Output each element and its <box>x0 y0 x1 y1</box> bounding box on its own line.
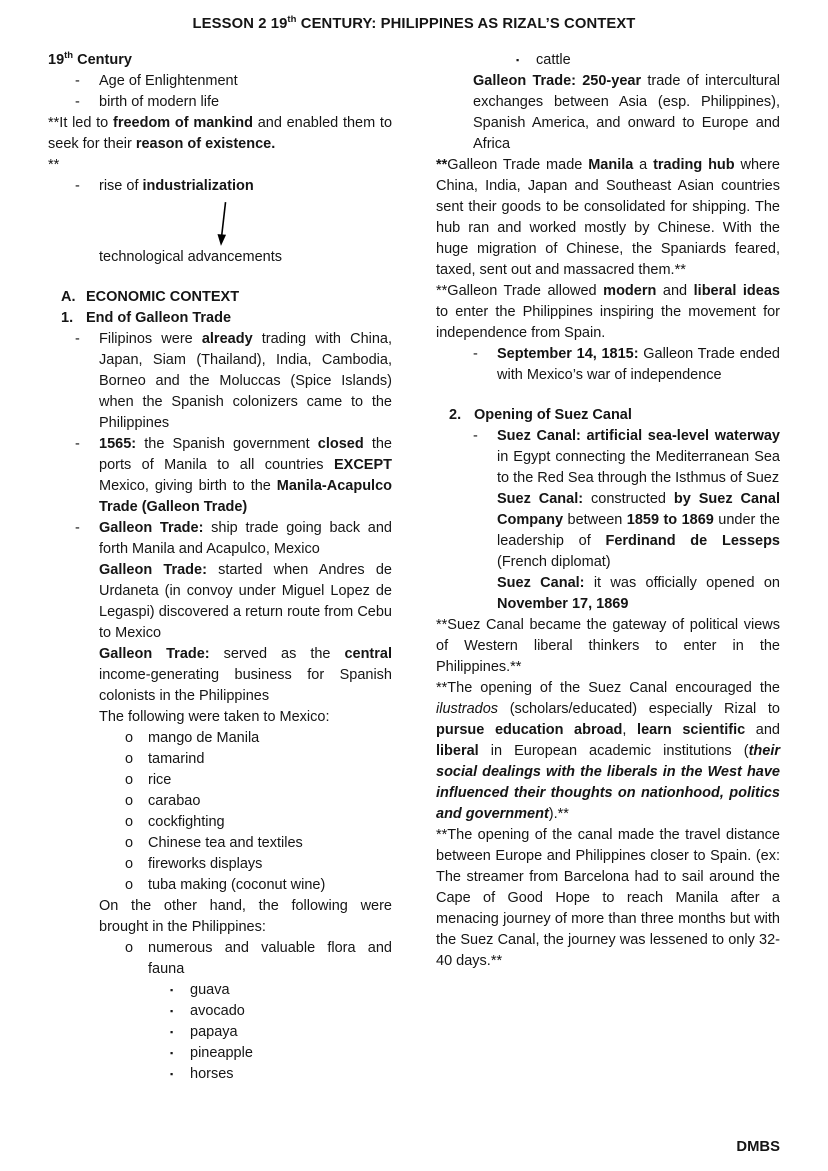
text-run: (French diplomat) <box>497 554 611 570</box>
text-run: Galleon Trade: 250-year <box>473 73 642 89</box>
text-run: their social dealings with the liberals in the West have influenced their thoughts on nationhood, politics and government <box>436 743 780 822</box>
item-text <box>99 518 392 560</box>
text-run: it was officially opened on <box>584 575 780 591</box>
list-item <box>75 176 392 197</box>
paragraph <box>436 825 780 972</box>
dash-bullet: - <box>75 331 80 347</box>
text-run: learn scientific <box>637 722 746 738</box>
text-run: 1565: <box>99 436 137 452</box>
item-text <box>190 1043 392 1064</box>
item-text <box>536 50 780 71</box>
title-text-post: CENTURY: PHILIPPINES AS RIZAL’S CONTEXT <box>296 16 636 32</box>
text-run: served as the <box>209 646 345 662</box>
paragraph <box>497 573 780 615</box>
text-run: Manila <box>588 157 634 173</box>
list-item <box>516 50 780 71</box>
text-run: Galleon Trade: <box>99 562 207 578</box>
text-run: ).** <box>548 806 569 822</box>
text-run: trade of intercultural exchanges between Asia (esp. Philippines), Spanish America, and onward to Europe and Africa <box>473 73 780 152</box>
list-item <box>75 434 392 518</box>
item-text <box>474 405 780 426</box>
text-run: liberal <box>436 743 479 759</box>
item-text <box>99 434 392 518</box>
item-text <box>148 770 392 791</box>
square-bullet: ▪ <box>170 1069 174 1079</box>
paragraph <box>99 707 392 728</box>
right-column <box>436 50 780 972</box>
text-run: and <box>656 283 694 299</box>
circle-bullet: o <box>125 814 134 830</box>
text-run: mango de Manila <box>148 730 260 746</box>
text-run: already <box>201 331 253 347</box>
text-run: cattle <box>536 52 571 68</box>
text-run: Age of Enlightenment <box>99 73 238 89</box>
item-text <box>497 344 780 386</box>
text-run: under the leadership of <box>497 512 780 549</box>
text-run: income-generating business for Spanish colonists in the Philippines <box>99 667 392 704</box>
item-text <box>190 980 392 1001</box>
text-run: On the other hand, the following were brought in the Philippines: <box>99 898 392 935</box>
text-run: Century <box>73 52 132 68</box>
text-run: rice <box>148 772 172 788</box>
circle-bullet: o <box>125 793 134 809</box>
list-item <box>473 344 780 386</box>
list-item <box>170 1022 392 1043</box>
text-run: guava <box>190 982 230 998</box>
text-run: (scholars/educated) especially Rizal to <box>498 701 780 717</box>
list-item <box>170 980 392 1001</box>
text-run: Suez Canal: <box>497 575 585 591</box>
paragraph <box>99 247 392 268</box>
text-run: EXCEPT <box>333 457 392 473</box>
text-run: to enter the Philippines inspiring the movement for independence from Spain. <box>436 304 780 341</box>
text-run: trading hub <box>653 157 735 173</box>
text-run: **It led to <box>48 115 113 131</box>
text-run: freedom of mankind <box>112 115 253 131</box>
list-item <box>75 92 392 113</box>
item-text <box>99 71 392 92</box>
dash-bullet: - <box>473 428 478 444</box>
item-text <box>86 308 392 329</box>
text-run: by Suez Canal Company <box>497 491 781 528</box>
text-run: tamarind <box>148 751 205 767</box>
title-text-pre: LESSON 2 19 <box>192 16 288 32</box>
square-bullet: ▪ <box>516 55 520 65</box>
dash-bullet: - <box>75 94 80 110</box>
text-run: ** <box>48 157 60 173</box>
item-text <box>190 1001 392 1022</box>
text-run: 19 <box>48 52 65 68</box>
text-run: ** <box>436 157 448 173</box>
paragraph <box>99 560 392 644</box>
section-heading <box>61 308 392 329</box>
text-run: Chinese tea and textiles <box>148 835 303 851</box>
list-item <box>170 1001 392 1022</box>
text-run: Ferdinand de Lesseps <box>605 533 780 549</box>
text-run: November 17, 1869 <box>497 596 629 612</box>
text-run: **Suez Canal became the gateway of political views of Western liberal thinkers to enter in the Philippines.** <box>436 617 780 675</box>
down-arrow-icon <box>213 200 232 247</box>
text-run: rise of <box>99 178 143 194</box>
list-item <box>125 749 392 770</box>
section-heading <box>61 287 392 308</box>
paragraph <box>497 489 780 573</box>
item-text <box>190 1064 392 1085</box>
text-run: September 14, 1815: <box>497 346 639 362</box>
list-item <box>170 1043 392 1064</box>
paragraph <box>436 281 780 344</box>
list-item <box>125 770 392 791</box>
text-run: Suez Canal: <box>497 491 584 507</box>
text-run: and <box>745 722 780 738</box>
paragraph <box>436 678 780 825</box>
item-text <box>148 833 392 854</box>
item-text <box>190 1022 392 1043</box>
text-run: ECONOMIC CONTEXT <box>86 289 240 305</box>
list-item <box>75 518 392 560</box>
paragraph <box>99 896 392 938</box>
square-bullet: ▪ <box>170 1027 174 1037</box>
text-run: **The opening of the canal made the travel distance between Europe and Philippines closer to Spain. (ex: The streamer from Barcelona had to sail around the Cape of Good Hope to reach Manila after a menacing journey of more than three months but with the Suez Canal, the journey was lessened to only 32-40 days.** <box>436 827 780 969</box>
list-item <box>125 833 392 854</box>
document-body <box>48 50 780 1085</box>
text-run: ship trade going back and forth Manila and Acapulco, Mexico <box>99 520 392 557</box>
circle-bullet: o <box>125 835 134 851</box>
dash-bullet: - <box>75 178 80 194</box>
heading-number: 2. <box>449 407 462 423</box>
circle-bullet: o <box>125 940 134 956</box>
footer-initials: DMBS <box>736 1139 780 1155</box>
text-run: Galleon Trade ended with Mexico’s war of independence <box>497 346 780 383</box>
text-run: constructed <box>583 491 674 507</box>
text-run: **Galleon Trade allowed <box>436 283 604 299</box>
circle-bullet: o <box>125 877 134 893</box>
text-run: horses <box>190 1066 234 1082</box>
text-run: trading with China, Japan, Siam (Thailand), India, Cambodia, Borneo and the Moluccas (Spice Islands) when the Spanish colonizers came to the Philippines <box>99 331 393 431</box>
item-text <box>148 938 392 980</box>
text-run: . <box>271 136 276 152</box>
text-run: birth of modern life <box>99 94 220 110</box>
paragraph <box>436 615 780 678</box>
square-bullet: ▪ <box>170 985 174 995</box>
square-bullet: ▪ <box>170 1048 174 1058</box>
text-run: the ports of Manila to all countries <box>99 436 392 473</box>
circle-bullet: o <box>125 730 134 746</box>
text-run: The following were taken to Mexico: <box>99 709 330 725</box>
item-text <box>86 287 392 308</box>
title-superscript: th <box>287 14 297 26</box>
list-item <box>125 938 392 980</box>
dash-bullet: - <box>473 346 478 362</box>
text-run: fireworks displays <box>148 856 263 872</box>
text-run: th <box>64 50 74 62</box>
down-arrow-icon <box>215 197 392 247</box>
text-run: Manila-Acapulco Trade (Galleon Trade) <box>99 478 392 515</box>
text-run: Mexico, giving birth to the <box>99 478 277 494</box>
paragraph <box>48 155 392 176</box>
text-run: where China, India, Japan and Southeast Asian countries sent their goods to be consolidated for shipping. The hub ran and worked mostly by Chinese. With the huge migration of Chinese, the Spaniards feared, taxed, sent out and massacred them.** <box>436 157 780 278</box>
item-text <box>148 749 392 770</box>
item-text <box>148 875 392 896</box>
spacer <box>436 386 780 405</box>
paragraph <box>48 50 392 71</box>
dash-bullet: - <box>75 436 80 452</box>
text-run: closed <box>317 436 364 452</box>
list-item <box>75 71 392 92</box>
dash-bullet: - <box>75 73 80 89</box>
item-text <box>148 854 392 875</box>
heading-number: 1. <box>61 310 74 326</box>
list-item <box>125 854 392 875</box>
text-run: End of Galleon Trade <box>86 310 232 326</box>
list-item <box>125 875 392 896</box>
text-run: liberal ideas <box>693 283 780 299</box>
text-run: between <box>563 512 627 528</box>
spacer <box>48 268 392 287</box>
dash-bullet: - <box>75 520 80 536</box>
text-run: Galleon Trade made <box>447 157 589 173</box>
list-item <box>170 1064 392 1085</box>
square-bullet: ▪ <box>170 1006 174 1016</box>
page-title <box>48 14 780 35</box>
text-run: tuba making (coconut wine) <box>148 877 326 893</box>
text-run: started when Andres de Urdaneta (in convoy under Miguel Lopez de Legaspi) discovered a return route from Cebu to Mexico <box>99 562 392 641</box>
circle-bullet: o <box>125 751 134 767</box>
item-text <box>99 92 392 113</box>
text-run: Filipinos were <box>99 331 202 347</box>
list-item <box>125 791 392 812</box>
text-run: and enabled them to seek for their <box>48 115 393 152</box>
item-text <box>99 329 392 434</box>
paragraph <box>473 71 780 155</box>
text-run: in Egypt connecting the Mediterranean Sea to the Red Sea through the Isthmus of Suez <box>497 449 780 486</box>
item-text <box>497 426 780 489</box>
text-run: Opening of Suez Canal <box>474 407 632 423</box>
paragraph <box>99 644 392 707</box>
text-run: papaya <box>190 1024 238 1040</box>
text-run: ilustrados <box>436 701 499 717</box>
paragraph <box>48 113 392 155</box>
circle-bullet: o <box>125 856 134 872</box>
text-run: the Spanish government <box>136 436 318 452</box>
item-text <box>148 812 392 833</box>
text-run: avocado <box>190 1003 245 1019</box>
item-text <box>148 791 392 812</box>
text-run: modern <box>603 283 657 299</box>
text-run: in European academic institutions ( <box>478 743 749 759</box>
list-item <box>125 812 392 833</box>
text-run: pineapple <box>190 1045 253 1061</box>
text-run: pursue education abroad <box>436 722 623 738</box>
item-text <box>148 728 392 749</box>
text-run: numerous and valuable flora and fauna <box>148 940 392 977</box>
list-item <box>473 426 780 489</box>
heading-number: A. <box>61 289 76 305</box>
section-heading <box>449 405 780 426</box>
list-item <box>125 728 392 749</box>
item-text <box>99 176 392 197</box>
paragraph <box>436 155 780 281</box>
text-run: 1859 to 1869 <box>626 512 714 528</box>
text-run: central <box>344 646 392 662</box>
text-run: Galleon Trade: <box>99 520 204 536</box>
circle-bullet: o <box>125 772 134 788</box>
text-run: industrialization <box>142 178 254 194</box>
text-run: carabao <box>148 793 201 809</box>
text-run: Galleon Trade: <box>99 646 210 662</box>
text-run: a <box>633 157 654 173</box>
text-run: , <box>622 722 638 738</box>
text-run: **The opening of the Suez Canal encouraged the <box>436 680 780 696</box>
text-run: cockfighting <box>148 814 225 830</box>
left-column <box>48 50 392 1085</box>
text-run: reason of existence <box>135 136 272 152</box>
text-run: technological advancements <box>99 249 282 265</box>
list-item <box>75 329 392 434</box>
text-run: Suez Canal: artificial sea-level waterway <box>497 428 780 444</box>
